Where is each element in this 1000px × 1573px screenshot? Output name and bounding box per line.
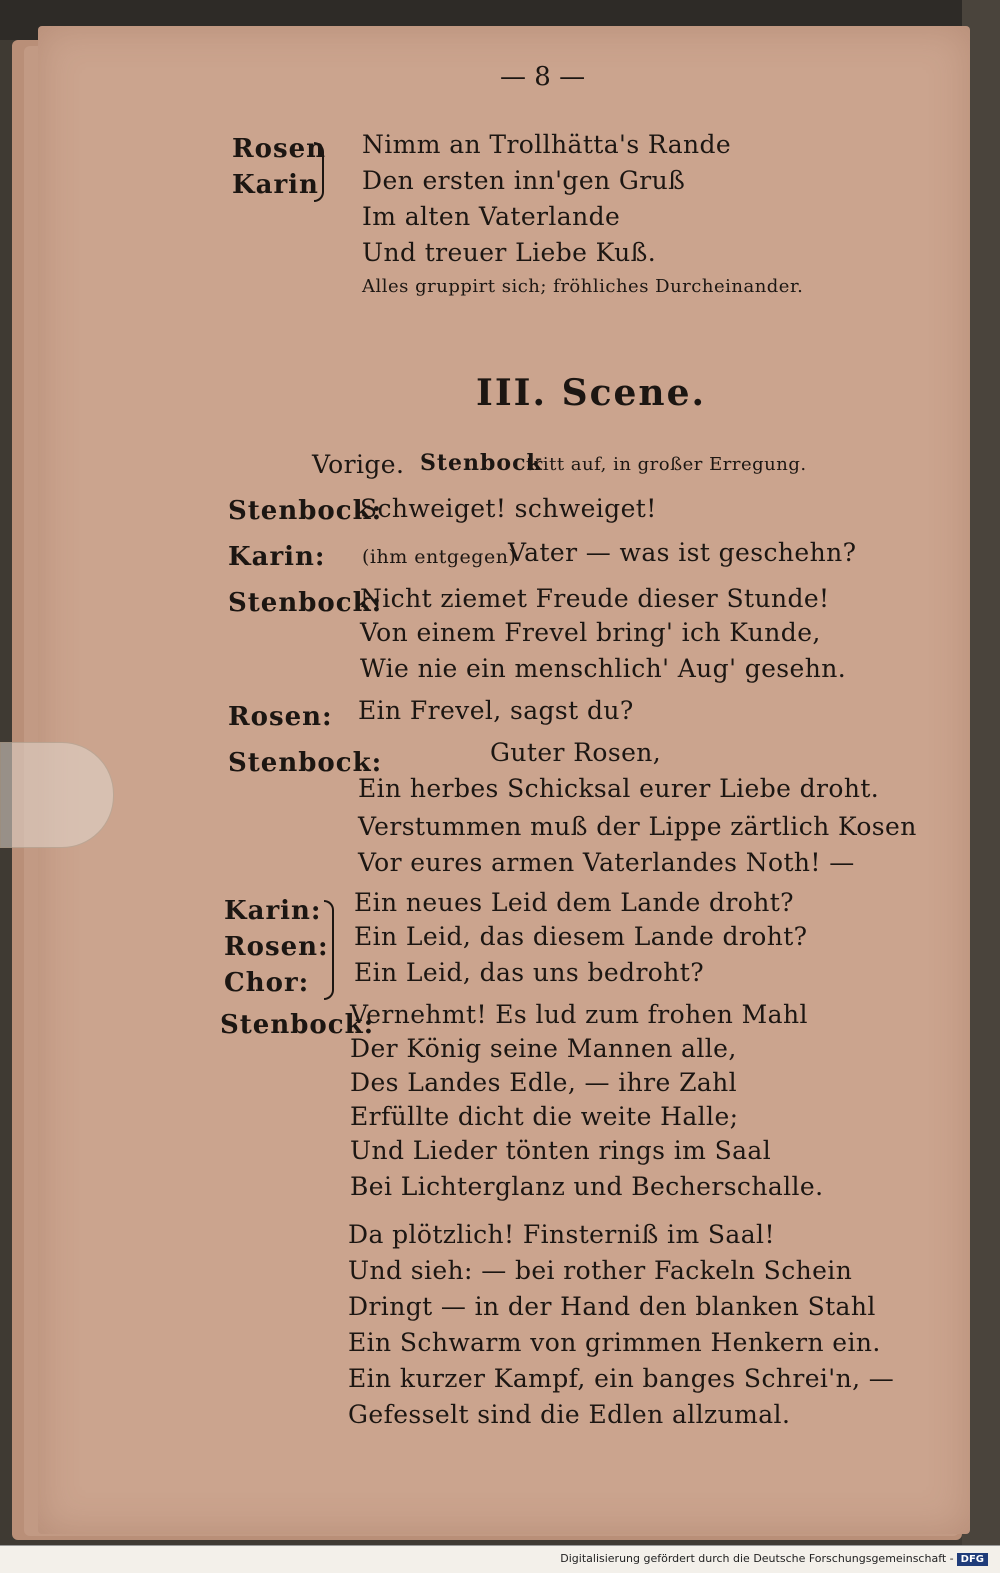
verse-line: Von einem Frevel bring' ich Kunde, <box>360 618 821 647</box>
verse-line: Ein Frevel, sagst du? <box>358 696 634 725</box>
verse-line: Und Lieder tönten rings im Saal <box>350 1136 772 1165</box>
scene-intro-name: Stenbock <box>420 450 543 476</box>
verse-line: Im alten Vaterlande <box>362 202 621 231</box>
dfg-logo: DFG <box>957 1553 988 1566</box>
verse-line: Dringt — in der Hand den blanken Stahl <box>348 1292 876 1321</box>
verse-line: Schweiget! schweiget! <box>360 494 657 523</box>
verse-line: Guter Rosen, <box>490 738 662 767</box>
verse-line: Ein neues Leid dem Lande droht? <box>354 888 794 917</box>
speaker-rosen: Rosen <box>232 134 327 164</box>
speaker-karin: Karin <box>232 170 319 200</box>
speaker-karin: Karin: <box>224 896 322 926</box>
scene-heading: III. Scene. <box>476 372 707 414</box>
verse-line: Ein Leid, das uns bedroht? <box>354 958 704 987</box>
scene-intro-prefix: Vorige. <box>312 450 405 479</box>
verse-line: Ein Schwarm von grimmen Henkern ein. <box>348 1328 881 1357</box>
verse-line: Erfüllte dicht die weite Halle; <box>350 1102 739 1131</box>
verse-line: Nicht ziemet Freude dieser Stunde! <box>360 584 830 613</box>
verse-line: Nimm an Trollhätta's Rande <box>362 130 732 159</box>
footer-credit <box>560 1552 988 1566</box>
speaker-rosen: Rosen: <box>228 702 333 732</box>
speaker-stenbock: Stenbock: <box>228 496 383 526</box>
verse-line: Der König seine Mannen alle, <box>350 1034 737 1063</box>
verse-line: Ein herbes Schicksal eurer Liebe droht. <box>358 774 880 803</box>
speaker-stenbock: Stenbock: <box>228 748 383 778</box>
verse-line: Da plötzlich! Finsterniß im Saal! <box>348 1220 775 1249</box>
verse-line: Bei Lichterglanz und Becherschalle. <box>350 1172 824 1201</box>
verse-line: Vor eures armen Vaterlandes Noth! — <box>358 848 855 877</box>
footer-bar <box>0 1545 1000 1573</box>
verse-line: Ein Leid, das diesem Lande droht? <box>354 922 808 951</box>
verse-line: Vernehmt! Es lud zum frohen Mahl <box>350 1000 808 1029</box>
verse-line: Vater — was ist geschehn? <box>508 538 857 567</box>
verse-line: Und sieh: — bei rother Fackeln Schein <box>348 1256 853 1285</box>
verse-line: Und treuer Liebe Kuß. <box>362 238 657 267</box>
speaker-brace <box>314 142 324 202</box>
verse-line: Verstummen muß der Lippe zärtlich Kosen <box>358 812 917 841</box>
page-number: — 8 — <box>500 62 586 92</box>
speaker-rosen: Rosen: <box>224 932 329 962</box>
verse-line: Den ersten inn'gen Gruß <box>362 166 686 195</box>
stage-direction: Alles gruppirt sich; fröhliches Durcheinander. <box>362 276 804 297</box>
speaker-brace <box>324 900 334 1000</box>
scene-intro-direction: tritt auf, in großer Erregung. <box>526 454 807 475</box>
verse-line: Ein kurzer Kampf, ein banges Schrei'n, — <box>348 1364 895 1393</box>
stage-direction: (ihm entgegen) <box>362 546 517 568</box>
verse-line: Des Landes Edle, — ihre Zahl <box>350 1068 738 1097</box>
footer-credit-text: Digitalisierung gefördert durch die Deutsche Forschungsgemeinschaft - <box>560 1552 954 1565</box>
book-page <box>38 26 970 1534</box>
speaker-stenbock: Stenbock: <box>228 588 383 618</box>
page-clip <box>0 742 114 848</box>
verse-line: Wie nie ein menschlich' Aug' gesehn. <box>360 654 847 683</box>
speaker-karin: Karin: <box>228 542 326 572</box>
verse-line: Gefesselt sind die Edlen allzumal. <box>348 1400 791 1429</box>
speaker-chor: Chor: <box>224 968 310 998</box>
speaker-stenbock: Stenbock: <box>220 1010 375 1040</box>
